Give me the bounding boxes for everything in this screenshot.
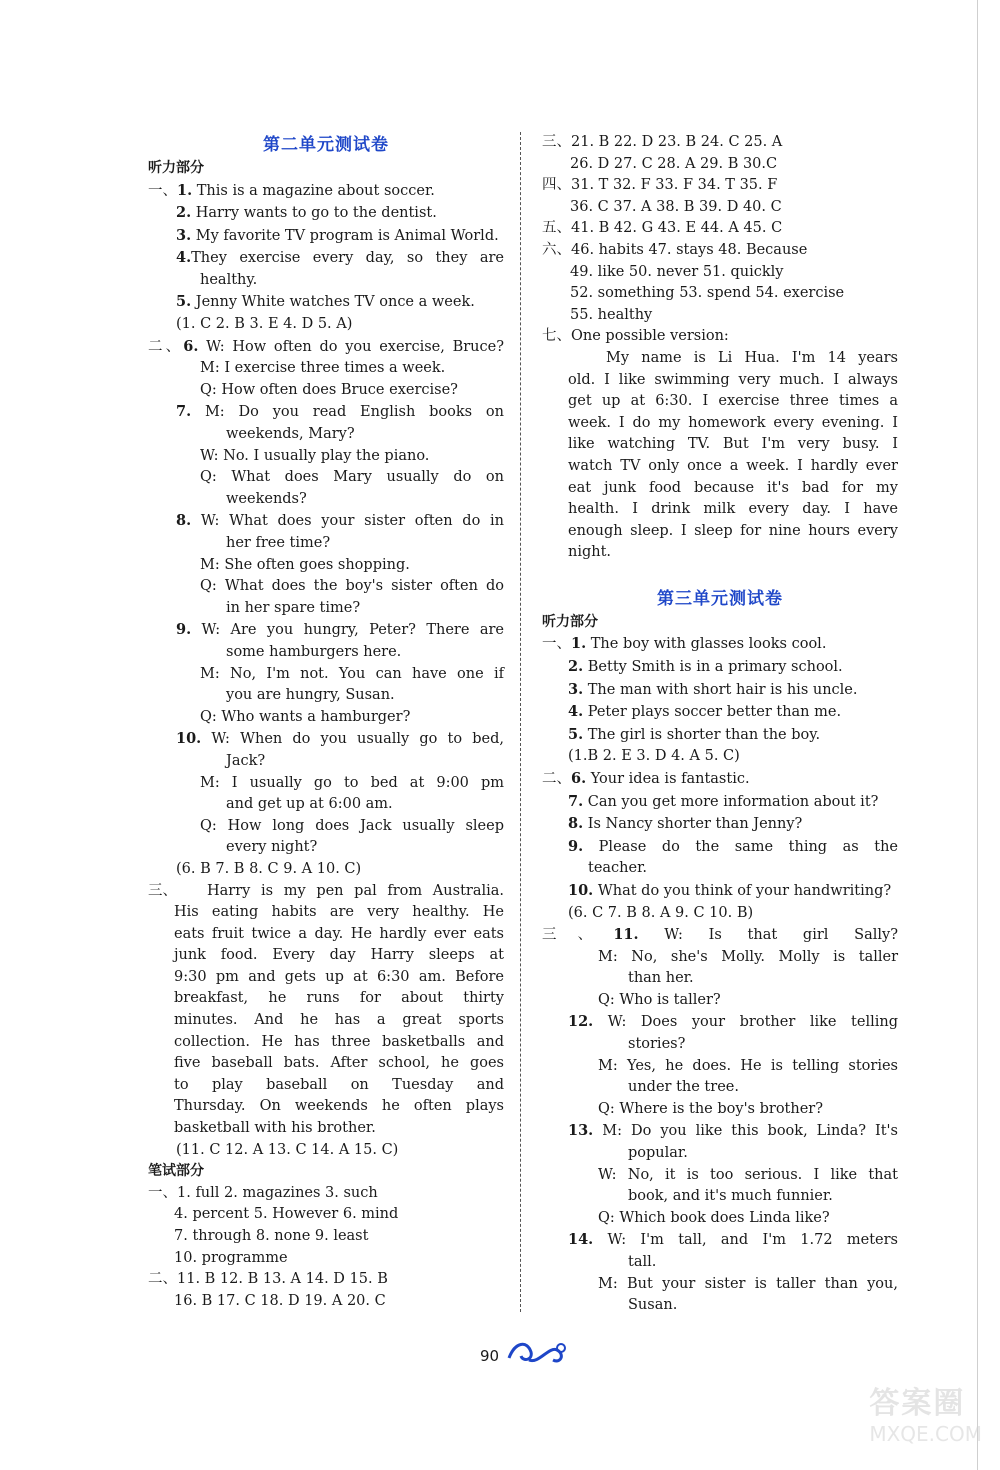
section-prefix: 二、 xyxy=(148,1271,177,1288)
item-number: 10. xyxy=(568,881,594,899)
item-number: 13. xyxy=(568,1122,594,1140)
section-prefix: 一、 xyxy=(148,1184,177,1201)
passage-line: junk food. Every day Harry sleeps at xyxy=(174,947,504,964)
item-text: W: Does your brother like telling xyxy=(593,1014,898,1031)
answer-line xyxy=(542,701,898,724)
answer-line xyxy=(148,1183,504,1205)
answer-line xyxy=(542,154,898,176)
essay-line: enough sleep. I sleep for nine hours every xyxy=(568,522,898,539)
answer-line xyxy=(148,837,504,859)
item-text: 52. something 53. spend 54. exercise xyxy=(570,285,845,302)
answer-line xyxy=(148,619,504,642)
answer-line xyxy=(542,197,898,219)
item-number: 3. xyxy=(568,680,584,698)
unit2-written-section5 xyxy=(542,218,898,240)
item-text: Q: Who wants a hamburger? xyxy=(200,708,411,725)
passage-line: His eating habits are very healthy. He xyxy=(174,904,504,921)
item-number: 5. xyxy=(568,725,584,743)
answer-line xyxy=(542,1143,898,1165)
item-text: The man with short hair is his uncle. xyxy=(583,681,858,698)
item-text: Jack? xyxy=(226,752,266,769)
unit2-written-section6 xyxy=(542,240,898,326)
answer-line xyxy=(148,1291,504,1313)
item-number: 1. xyxy=(571,635,587,653)
answer-line xyxy=(148,859,504,881)
sample-essay xyxy=(542,348,898,564)
item-text: book, and it's much funnier. xyxy=(628,1188,833,1205)
answer-line xyxy=(542,679,898,702)
answer-line xyxy=(148,202,504,225)
item-text: (6. C 7. B 8. A 9. C 10. B) xyxy=(568,904,754,921)
passage-text: Harry is my pen pal from Australia. xyxy=(207,882,504,899)
section-prefix: 二、 xyxy=(542,770,571,787)
answer-line xyxy=(542,791,898,814)
answer-line xyxy=(148,291,504,314)
answer-line xyxy=(542,724,898,747)
essay-line: like watching TV. But I'm very busy. I xyxy=(568,436,898,453)
item-text: 16. B 17. C 18. D 19. A 20. C xyxy=(174,1292,386,1309)
item-number: 4. xyxy=(176,249,192,267)
item-text: 1. full 2. magazines 3. such xyxy=(177,1184,378,1201)
item-number: 2. xyxy=(568,657,584,675)
item-number: 10. xyxy=(176,730,202,748)
answer-line xyxy=(148,401,504,424)
unit2-title: 第二单元测试卷 xyxy=(263,135,389,155)
item-number: 9. xyxy=(176,621,192,639)
watermark-url: MXQE.COM xyxy=(869,1422,982,1446)
item-text: (1.B 2. E 3. D 4. A 5. C) xyxy=(568,748,740,765)
answer-line xyxy=(148,489,504,511)
item-text: her free time? xyxy=(226,535,331,551)
passage-line: breakfast, he runs for about thirty xyxy=(174,990,504,1007)
answer-line xyxy=(542,656,898,679)
answer-line xyxy=(542,768,898,791)
item-number: 12. xyxy=(568,1013,594,1031)
item-number: 14. xyxy=(568,1231,594,1249)
passage-line: to play baseball on Tuesday and xyxy=(174,1076,504,1093)
item-text: weekends? xyxy=(226,490,307,507)
answer-line xyxy=(148,533,504,555)
answer-line xyxy=(148,576,504,598)
answer-line xyxy=(148,751,504,773)
answer-line xyxy=(148,794,504,816)
answer-line xyxy=(542,1077,898,1099)
answer-line xyxy=(542,218,898,240)
essay-line: week. I do my homework every evening. I xyxy=(568,414,898,431)
answer-key: (11. C 12. A 13. C 14. A 15. C) xyxy=(176,1141,399,1158)
answer-line xyxy=(542,990,898,1012)
item-number: 7. xyxy=(568,792,584,810)
swirl-ornament-icon xyxy=(505,1338,571,1370)
section-prefix: 六、 xyxy=(542,241,571,258)
answer-line xyxy=(148,336,504,359)
item-text: teacher. xyxy=(588,860,648,877)
item-text: you are hungry, Susan. xyxy=(226,687,395,704)
item-text: M: I usually go to bed at 9:00 pm xyxy=(200,774,504,791)
item-text: W: I'm tall, and I'm 1.72 meters xyxy=(593,1232,898,1249)
answer-line xyxy=(148,1248,504,1270)
item-text: W: What does your sister often do in xyxy=(191,513,504,530)
answer-line xyxy=(148,225,504,248)
item-text: They exercise every day, so they are xyxy=(191,250,504,267)
answer-line xyxy=(542,1252,898,1274)
answer-line xyxy=(148,424,504,446)
answer-line xyxy=(148,510,504,533)
item-text: Your idea is fantastic. xyxy=(586,770,750,787)
answer-line xyxy=(542,132,898,154)
passage-line: basketball with his brother. xyxy=(174,1120,376,1137)
item-text: Susan. xyxy=(628,1297,678,1314)
answer-line xyxy=(148,446,504,468)
page-edge-line xyxy=(977,0,978,1470)
item-number: 3. xyxy=(176,226,192,244)
item-text: W: Is that girl Sally? xyxy=(638,927,899,944)
answer-line xyxy=(542,746,898,768)
item-text: Peter plays soccer better than me. xyxy=(583,704,842,721)
item-text: M: Do you read English books on xyxy=(191,404,504,421)
answer-line xyxy=(542,903,898,925)
passage-line: Thursday. On weekends he often plays xyxy=(174,1098,504,1115)
answer-line xyxy=(148,598,504,620)
answer-line xyxy=(148,247,504,270)
passage-line xyxy=(148,881,504,903)
item-text: popular. xyxy=(628,1145,688,1162)
answer-line xyxy=(542,262,898,284)
left-column xyxy=(148,132,504,1312)
passage-line: eats fruit twice a day. He hardly ever eats xyxy=(174,925,504,942)
item-text: 46. habits 47. stays 48. Because xyxy=(571,241,808,258)
item-text: The boy with glasses looks cool. xyxy=(586,636,827,653)
item-text: Q: How long does Jack usually sleep xyxy=(200,817,504,834)
item-number: 9. xyxy=(568,837,584,855)
item-text: Please do the same thing as the xyxy=(583,838,898,855)
essay-line: old. I like swimming very much. I always xyxy=(568,371,898,388)
item-number: 8. xyxy=(176,512,192,530)
section-prefix: 一、 xyxy=(148,182,177,199)
answer-line xyxy=(148,1269,504,1291)
answer-line xyxy=(148,685,504,707)
essay-intro: One possible version: xyxy=(571,328,729,345)
unit2-written-section3 xyxy=(542,132,898,175)
watermark-logo xyxy=(869,1378,982,1446)
answer-line xyxy=(542,947,898,969)
unit2-listening-section2 xyxy=(148,336,504,881)
essay-line: get up at 6:30. I exercise three times a xyxy=(568,393,898,410)
essay-line: night. xyxy=(568,544,612,561)
item-text: W: How often do you exercise, Bruce? xyxy=(198,338,504,355)
column-divider xyxy=(520,132,521,1312)
answer-line xyxy=(542,1099,898,1121)
item-text: Q: Where is the boy's brother? xyxy=(598,1100,824,1117)
answer-line xyxy=(542,813,898,836)
item-text: W: When do you usually go to bed, xyxy=(201,731,504,748)
item-text: What do you think of your handwriting? xyxy=(593,882,892,899)
item-text: Q: What does Mary usually do on xyxy=(200,469,504,486)
essay-line: watch TV only once a week. I hardly ever xyxy=(568,457,898,474)
answer-line xyxy=(542,1208,898,1230)
item-text: 4. percent 5. However 6. mind xyxy=(174,1206,399,1223)
item-number: 2. xyxy=(176,204,192,222)
item-text: M: But your sister is taller than you, xyxy=(598,1275,898,1292)
answer-line xyxy=(148,555,504,577)
answer-line xyxy=(542,1165,898,1187)
item-text: Is Nancy shorter than Jenny? xyxy=(583,816,803,833)
item-text: Q: Which book does Linda like? xyxy=(598,1209,830,1226)
item-number: 8. xyxy=(568,815,584,833)
passage-line: collection. He has three basketballs and xyxy=(174,1033,504,1050)
passage-line: minutes. And he has a great sports xyxy=(174,1012,504,1029)
item-text: M: Yes, he does. He is telling stories xyxy=(598,1057,898,1074)
item-text: W: Are you hungry, Peter? There are xyxy=(191,622,504,639)
answer-line xyxy=(542,858,898,880)
item-number: 11. xyxy=(613,926,639,944)
item-number: 4. xyxy=(568,703,584,721)
answer-line xyxy=(148,467,504,489)
item-text: under the tree. xyxy=(628,1079,739,1096)
answer-line xyxy=(148,773,504,795)
watermark-text: 答案圈 xyxy=(869,1386,966,1421)
section-prefix: 五、 xyxy=(542,220,571,237)
answer-line xyxy=(542,968,898,990)
unit3-listening-section3 xyxy=(542,924,898,1317)
item-text: in her spare time? xyxy=(226,599,361,616)
item-text: some hamburgers here. xyxy=(226,643,402,660)
item-text: 41. B 42. G 43. E 44. A 45. C xyxy=(571,220,783,237)
section-prefix: 三、 xyxy=(542,927,614,944)
answer-line xyxy=(542,1056,898,1078)
answer-line xyxy=(542,305,898,327)
unit3-title: 第三单元测试卷 xyxy=(657,588,783,609)
section7-label-line xyxy=(542,326,898,348)
item-text: than her. xyxy=(628,970,694,987)
item-text: 31. T 32. F 33. F 34. T 35. F xyxy=(571,177,778,194)
item-text: This is a magazine about soccer. xyxy=(192,182,435,199)
item-text: Jenny White watches TV once a week. xyxy=(191,294,475,311)
item-text: Q: Who is taller? xyxy=(598,991,721,1008)
answer-line xyxy=(542,1229,898,1252)
answer-line xyxy=(148,642,504,664)
section-prefix: 四、 xyxy=(542,177,571,194)
item-text: Q: How often does Bruce exercise? xyxy=(200,381,458,398)
unit2-written-section1 xyxy=(148,1183,504,1269)
answer-line xyxy=(542,1034,898,1056)
answer-line xyxy=(148,314,504,336)
item-text: weekends, Mary? xyxy=(226,426,355,443)
item-text: and get up at 6:00 am. xyxy=(226,796,393,813)
section-prefix: 二、 xyxy=(148,338,184,355)
answer-line xyxy=(542,1295,898,1317)
item-text: 11. B 12. B 13. A 14. D 15. B xyxy=(177,1271,388,1288)
answer-line xyxy=(542,240,898,262)
item-text: Q: What does the boy's sister often do xyxy=(200,578,504,595)
item-text: tall. xyxy=(628,1254,657,1270)
answer-line xyxy=(542,283,898,305)
item-text: 26. D 27. C 28. A 29. B 30.C xyxy=(570,155,778,172)
item-text: (6. B 7. B 8. C 9. A 10. C) xyxy=(176,860,362,877)
item-text: 55. healthy xyxy=(570,306,653,323)
essay-line: health. I drink milk every day. I have xyxy=(568,501,898,518)
item-text: W: No. I usually play the piano. xyxy=(200,447,430,464)
item-text: W: No, it is too serious. I like that xyxy=(598,1166,898,1183)
written-header: 笔试部分 xyxy=(148,1163,204,1180)
passage-line: 9:30 pm and gets up at 6:30 am. Before xyxy=(174,968,504,985)
answer-line xyxy=(148,1226,504,1248)
passage xyxy=(148,881,504,1140)
section-prefix: 七、 xyxy=(542,328,571,345)
section-prefix: 三、 xyxy=(148,882,177,899)
answer-line xyxy=(542,633,898,656)
answer-line xyxy=(542,1186,898,1208)
item-text: every night? xyxy=(226,839,318,856)
unit2-listening-section1 xyxy=(148,180,504,336)
answer-line xyxy=(542,1120,898,1143)
answer-line xyxy=(542,924,898,947)
unit2-written-section4 xyxy=(542,175,898,218)
answer-line xyxy=(148,358,504,380)
answer-line xyxy=(148,180,504,203)
unit2-listening-section3 xyxy=(148,881,504,1162)
item-text: Betty Smith is in a primary school. xyxy=(583,658,843,675)
item-number: 6. xyxy=(571,769,587,787)
answer-line xyxy=(542,1011,898,1034)
item-text: My favorite TV program is Animal World. xyxy=(191,227,499,244)
passage-line: five baseball bats. After school, he goes xyxy=(174,1055,504,1072)
section-prefix: 三、 xyxy=(542,134,571,150)
answer-line xyxy=(542,175,898,197)
item-text: M: Do you like this book, Linda? It's xyxy=(593,1123,898,1140)
essay-line: eat junk food because it's bad for my xyxy=(568,479,898,496)
item-text: 36. C 37. A 38. B 39. D 40. C xyxy=(570,198,782,215)
page-number: 90 xyxy=(480,1347,500,1365)
item-text: stories? xyxy=(628,1036,686,1053)
item-text: 10. programme xyxy=(174,1249,288,1266)
item-text: (1. C 2. B 3. E 4. D 5. A) xyxy=(176,316,353,333)
answer-line xyxy=(542,880,898,903)
answer-line xyxy=(148,728,504,751)
item-text: healthy. xyxy=(200,271,258,288)
item-text: 7. through 8. none 9. least xyxy=(174,1227,369,1244)
listening-header: 听力部分 xyxy=(148,160,204,176)
item-text: 49. like 50. never 51. quickly xyxy=(570,263,784,280)
item-number: 7. xyxy=(176,403,192,421)
unit3-listening-section1 xyxy=(542,633,898,768)
answer-line xyxy=(148,380,504,402)
item-text: The girl is shorter than the boy. xyxy=(583,726,821,743)
section-prefix: 一、 xyxy=(542,636,571,653)
unit2-written-section2 xyxy=(148,1269,504,1312)
item-number: 6. xyxy=(183,337,199,355)
answer-line xyxy=(148,664,504,686)
right-column xyxy=(542,132,898,1317)
item-text: M: She often goes shopping. xyxy=(200,556,410,573)
answer-line xyxy=(542,836,898,859)
answer-line xyxy=(148,1204,504,1226)
item-text: 21. B 22. D 23. B 24. C 25. A xyxy=(571,134,783,150)
answer-line xyxy=(542,1274,898,1296)
answer-line xyxy=(148,270,504,292)
essay-line: My name is Li Hua. I'm 14 years xyxy=(606,349,898,366)
item-number: 5. xyxy=(176,293,192,311)
item-text: Can you get more information about it? xyxy=(583,793,879,810)
answer-line xyxy=(148,707,504,729)
item-text: M: No, she's Molly. Molly is taller xyxy=(598,948,898,965)
listening-header-unit3: 听力部分 xyxy=(542,613,598,630)
answer-line xyxy=(148,816,504,838)
item-number: 1. xyxy=(177,181,193,199)
item-text: M: I exercise three times a week. xyxy=(200,360,446,377)
item-text: Harry wants to go to the dentist. xyxy=(191,205,437,222)
unit3-listening-section2 xyxy=(542,768,898,924)
item-text: M: No, I'm not. You can have one if xyxy=(200,665,504,682)
